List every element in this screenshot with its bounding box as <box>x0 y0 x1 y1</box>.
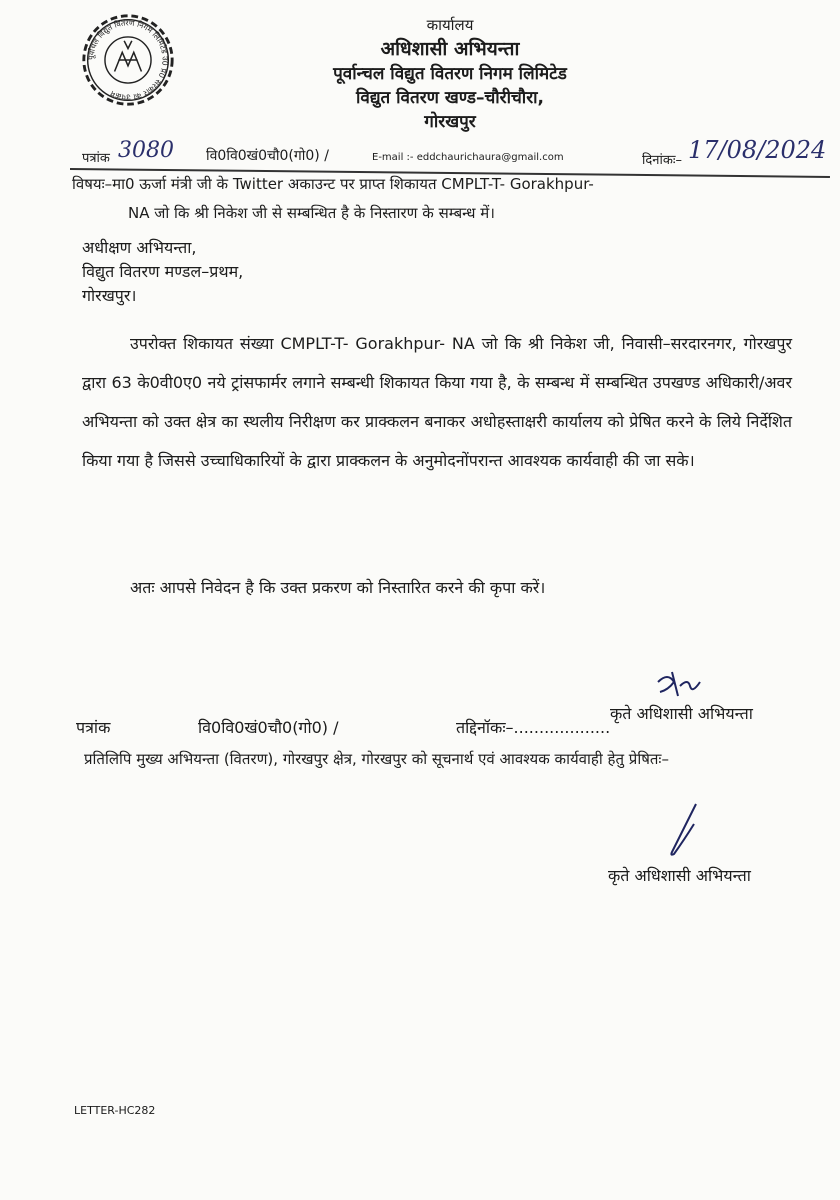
signoff-first: कृते अधिशासी अभियन्ता <box>610 704 753 723</box>
city-name: गोरखपुर <box>424 112 476 132</box>
reference-row <box>82 136 832 170</box>
date-label: दिनांकः– <box>642 153 682 168</box>
signature-mark <box>650 664 710 704</box>
office-heading: कार्यालय <box>426 16 474 34</box>
office-title: अधिशासी अभियन्ता <box>380 38 520 60</box>
letter-code: LETTER-HC282 <box>74 1104 156 1117</box>
patrank-label-2: पत्रांक <box>76 718 111 737</box>
addressee-line-3: गोरखपुर। <box>82 286 137 305</box>
body-paragraph-2: अतः आपसे निवेदन है कि उक्त प्रकरण को निस्तारित करने की कृपा करें। <box>130 578 546 597</box>
patrank-label: पत्रांक <box>82 151 110 166</box>
email-address: E-mail :- eddchaurichaura@gmail.com <box>372 152 564 163</box>
tad-date-label: तद्दिनॉकः–................... <box>456 718 611 737</box>
copy-to: प्रतिलिपि मुख्य अभियन्ता (वितरण), गोरखपुर क्षेत्र, गोरखपुर को सूचनार्थ एवं आवश्यक कार्यवाही हेतु प्रेषितः– <box>84 750 669 768</box>
seal-text: पूर्वांचल विद्युत वितरण निगम लिमिटेड उ0 प्र0 सरकार का उपक्रम <box>86 18 170 102</box>
addressee <box>82 236 243 308</box>
division-name: विद्युत वितरण खण्ड–चौरीचौरा, <box>355 88 545 108</box>
subject-line-2: NA जो कि श्री निकेश जी से सम्बन्धित है के निस्तारण के सम्बन्ध में। <box>128 204 495 222</box>
signature-mark-2 <box>656 800 716 860</box>
patrank-code-2: वि0वि0खं0चौ0(गो0) / <box>198 718 339 737</box>
date-value: 17/08/2024 <box>688 136 827 164</box>
organization-name: पूर्वान्चल विद्युत वितरण निगम लिमिटेड <box>333 64 567 84</box>
letterhead <box>240 14 660 134</box>
patrank-number: 3080 <box>118 138 174 163</box>
subject <box>72 170 832 228</box>
addressee-line-1: अधीक्षण अभियन्ता, <box>82 238 197 257</box>
signoff-second: कृते अधिशासी अभियन्ता <box>608 866 751 885</box>
body-paragraph-1: उपरोक्त शिकायत संख्या CMPLT-T- Gorakhpur- NA जो कि श्री निकेश जी, निवासी–सरदारनगर, गोरखपुर द्वारा 63 के0वी0ए0 नये ट्रांसफार्मर लगाने सम्बन्धी शिकायत किया गया है, के सम्बन्ध में सम्बन्धित उपखण्ड अधिकारी/अवर अभियन्ता को उक्त क्षेत्र का स्थलीय निरीक्षण कर प्राक्कलन बनाकर अधोहस्ताक्षरी कार्यालय को प्रेषित करने के लिये निर्देशित किया गया है जिससे उच्चाधिकारियों के द्वारा प्राक्कलन के अनुमोदनोंपरान्त आवश्यक कार्यवाही की जा सके। <box>82 334 792 470</box>
subject-line-1: विषयः–मा0 ऊर्जा मंत्री जी के Twitter अकाउन्ट पर प्राप्त शिकायत CMPLT-T- Gorakhpur- <box>72 175 594 193</box>
addressee-line-2: विद्युत वितरण मण्डल–प्रथम, <box>82 262 244 281</box>
organization-seal-icon <box>80 12 176 108</box>
patrank-code: वि0वि0खं0चौ0(गो0) / <box>206 148 329 164</box>
